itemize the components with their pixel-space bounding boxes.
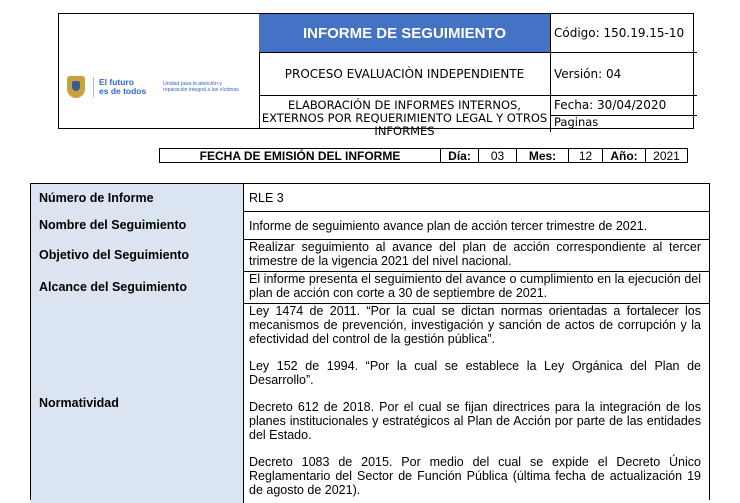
logo-divider — [93, 77, 94, 97]
regulation-paragraph: Decreto 612 de 2018. Por el cual se fijan directrices para la integración de los planes institucionales y estratégicos al Plan de Acción por parte de las entidades del Estado. — [249, 400, 701, 442]
logo-line2: es de todos — [99, 86, 147, 96]
row-value: Informe de seguimiento avance plan de acción tercer trimestre de 2021. — [249, 218, 648, 233]
logo-line1: El futuro — [99, 77, 134, 87]
regulation-paragraph: Ley 1474 de 2011. “Por la cual se dictan normas orientadas a fortalecer los mecanismos de prevención, investigación y sanción de actos de corrupción y la efectividad del control de la gestión pública”. — [249, 304, 701, 346]
table-row — [31, 271, 709, 304]
table-row — [31, 184, 709, 212]
document-code: Código: 150.19.15-10 — [550, 14, 697, 53]
year-label: Año: — [603, 149, 646, 162]
document-header — [58, 13, 694, 138]
table-row — [31, 211, 709, 240]
day-label: Día: — [441, 149, 479, 162]
logo — [67, 76, 243, 98]
emission-date-label: FECHA DE EMISIÓN DEL INFORME — [160, 149, 441, 162]
regulation-paragraph: Decreto 1083 de 2015. Por medio del cual se expide el Decreto Único Reglamentario del Sector de Función Pública (última fecha de actualización 19 de agosto de 2021). — [249, 455, 701, 497]
row-label: Nombre del Seguimiento — [31, 211, 244, 239]
row-label: Objetivo del Seguimiento — [31, 239, 244, 271]
emission-date-row — [159, 148, 688, 163]
logo-text — [99, 78, 159, 96]
row-value — [244, 303, 709, 503]
row-value: RLE 3 — [249, 191, 284, 205]
table-row — [31, 303, 709, 503]
document-title: INFORME DE SEGUIMIENTO — [259, 14, 551, 53]
row-value: El informe presenta el seguimiento del avance o cumplimiento en la ejecución del plan de acción con corte a 30 de septiembre de 2021. — [249, 272, 701, 300]
document-version: Versión: 04 — [550, 52, 697, 96]
row-label: Alcance del Seguimiento — [31, 271, 244, 303]
process-name: PROCESO EVALUACIÒN INDEPENDIENTE — [259, 52, 551, 96]
logo-cell — [59, 14, 260, 128]
year-value: 2021 — [653, 148, 680, 163]
month-value: 12 — [569, 149, 603, 162]
document-pages: Paginas — [554, 114, 599, 129]
elaboration-type: ELABORACIÓN DE INFORMES INTERNOS, EXTERNOS POR REQUERIMIENTO LEGAL Y OTROS INFORMES — [259, 95, 551, 132]
month-label: Mes: — [517, 149, 569, 162]
regulation-paragraph: Ley 152 de 1994. “Por la cual se establece la Ley Orgánica del Plan de Desarrollo”. — [249, 359, 701, 387]
day-value: 03 — [479, 149, 517, 162]
row-value: Realizar seguimiento al avance del plan de acción correspondiente al tercer trimestre de la vigencia 2021 del nivel nacional. — [249, 240, 701, 268]
row-label: Número de Informe — [31, 184, 244, 211]
coat-of-arms-icon — [67, 76, 85, 98]
table-row — [31, 239, 709, 272]
logo-tagline: Unidad para la atención y reparación integral a las víctimas — [163, 81, 239, 93]
row-label: Normatividad — [31, 303, 244, 503]
document-date: Fecha: 30/04/2020 — [550, 95, 697, 116]
report-info-table — [30, 183, 710, 500]
